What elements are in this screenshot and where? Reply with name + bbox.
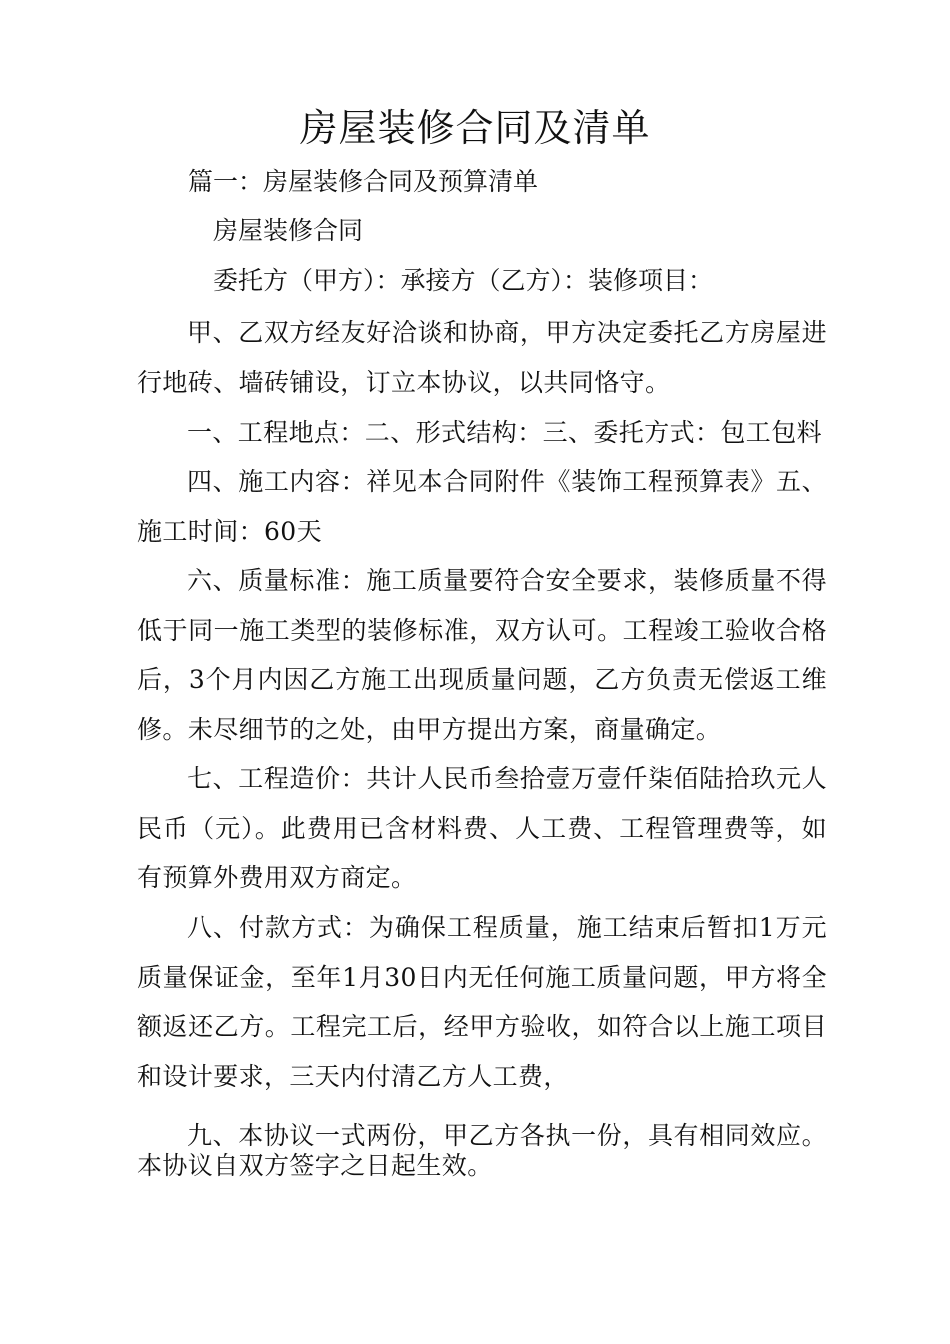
paragraph-clauses-1-3: 一、工程地点：二、形式结构：三、委托方式：包工包料: [187, 418, 823, 447]
paragraph-quality-standard: 六、质量标准：施工质量要符合安全要求，装修质量不得低于同一施工类型的装修标准，双方认可。工程竣工验收合格后，3个月内因乙方施工出现质量问题，乙方负责无偿返工维修。未尽细节的之处，由甲方提出方案，商量确定。: [137, 566, 827, 744]
paragraph-clauses-4-5: 四、施工内容：祥见本合同附件《装饰工程预算表》五、施工时间：60天: [137, 467, 827, 546]
section-heading: 篇一：房屋装修合同及预算清单: [188, 167, 539, 196]
paragraph-agreement-copies: 九、本协议一式两份，甲乙方各执一份，具有相同效应。本协议自双方签字之日起生效。: [137, 1121, 827, 1180]
document-title: 房屋装修合同及清单: [299, 106, 651, 150]
paragraph-payment-method: 八、付款方式：为确保工程质量，施工结束后暂扣1万元质量保证金，至年1月30日内无任何施工质量问题，甲方将全额返还乙方。工程完工后，经甲方验收，如符合以上施工项目和设计要求，三天内付清乙方人工费，: [137, 913, 827, 1091]
paragraph-project-cost: 七、工程造价：共计人民币叁拾壹万壹仟柒佰陆拾玖元人民币（元）。此费用已含材料费、人工费、工程管理费等，如有预算外费用双方商定。: [137, 764, 827, 893]
paragraph-intro: 甲、乙双方经友好洽谈和协商，甲方决定委托乙方房屋进行地砖、墙砖铺设，订立本协议，以共同恪守。: [137, 318, 827, 397]
contract-name: 房屋装修合同: [213, 216, 364, 245]
parties-line: 委托方（甲方）：承接方（乙方）：装修项目：: [213, 266, 714, 295]
